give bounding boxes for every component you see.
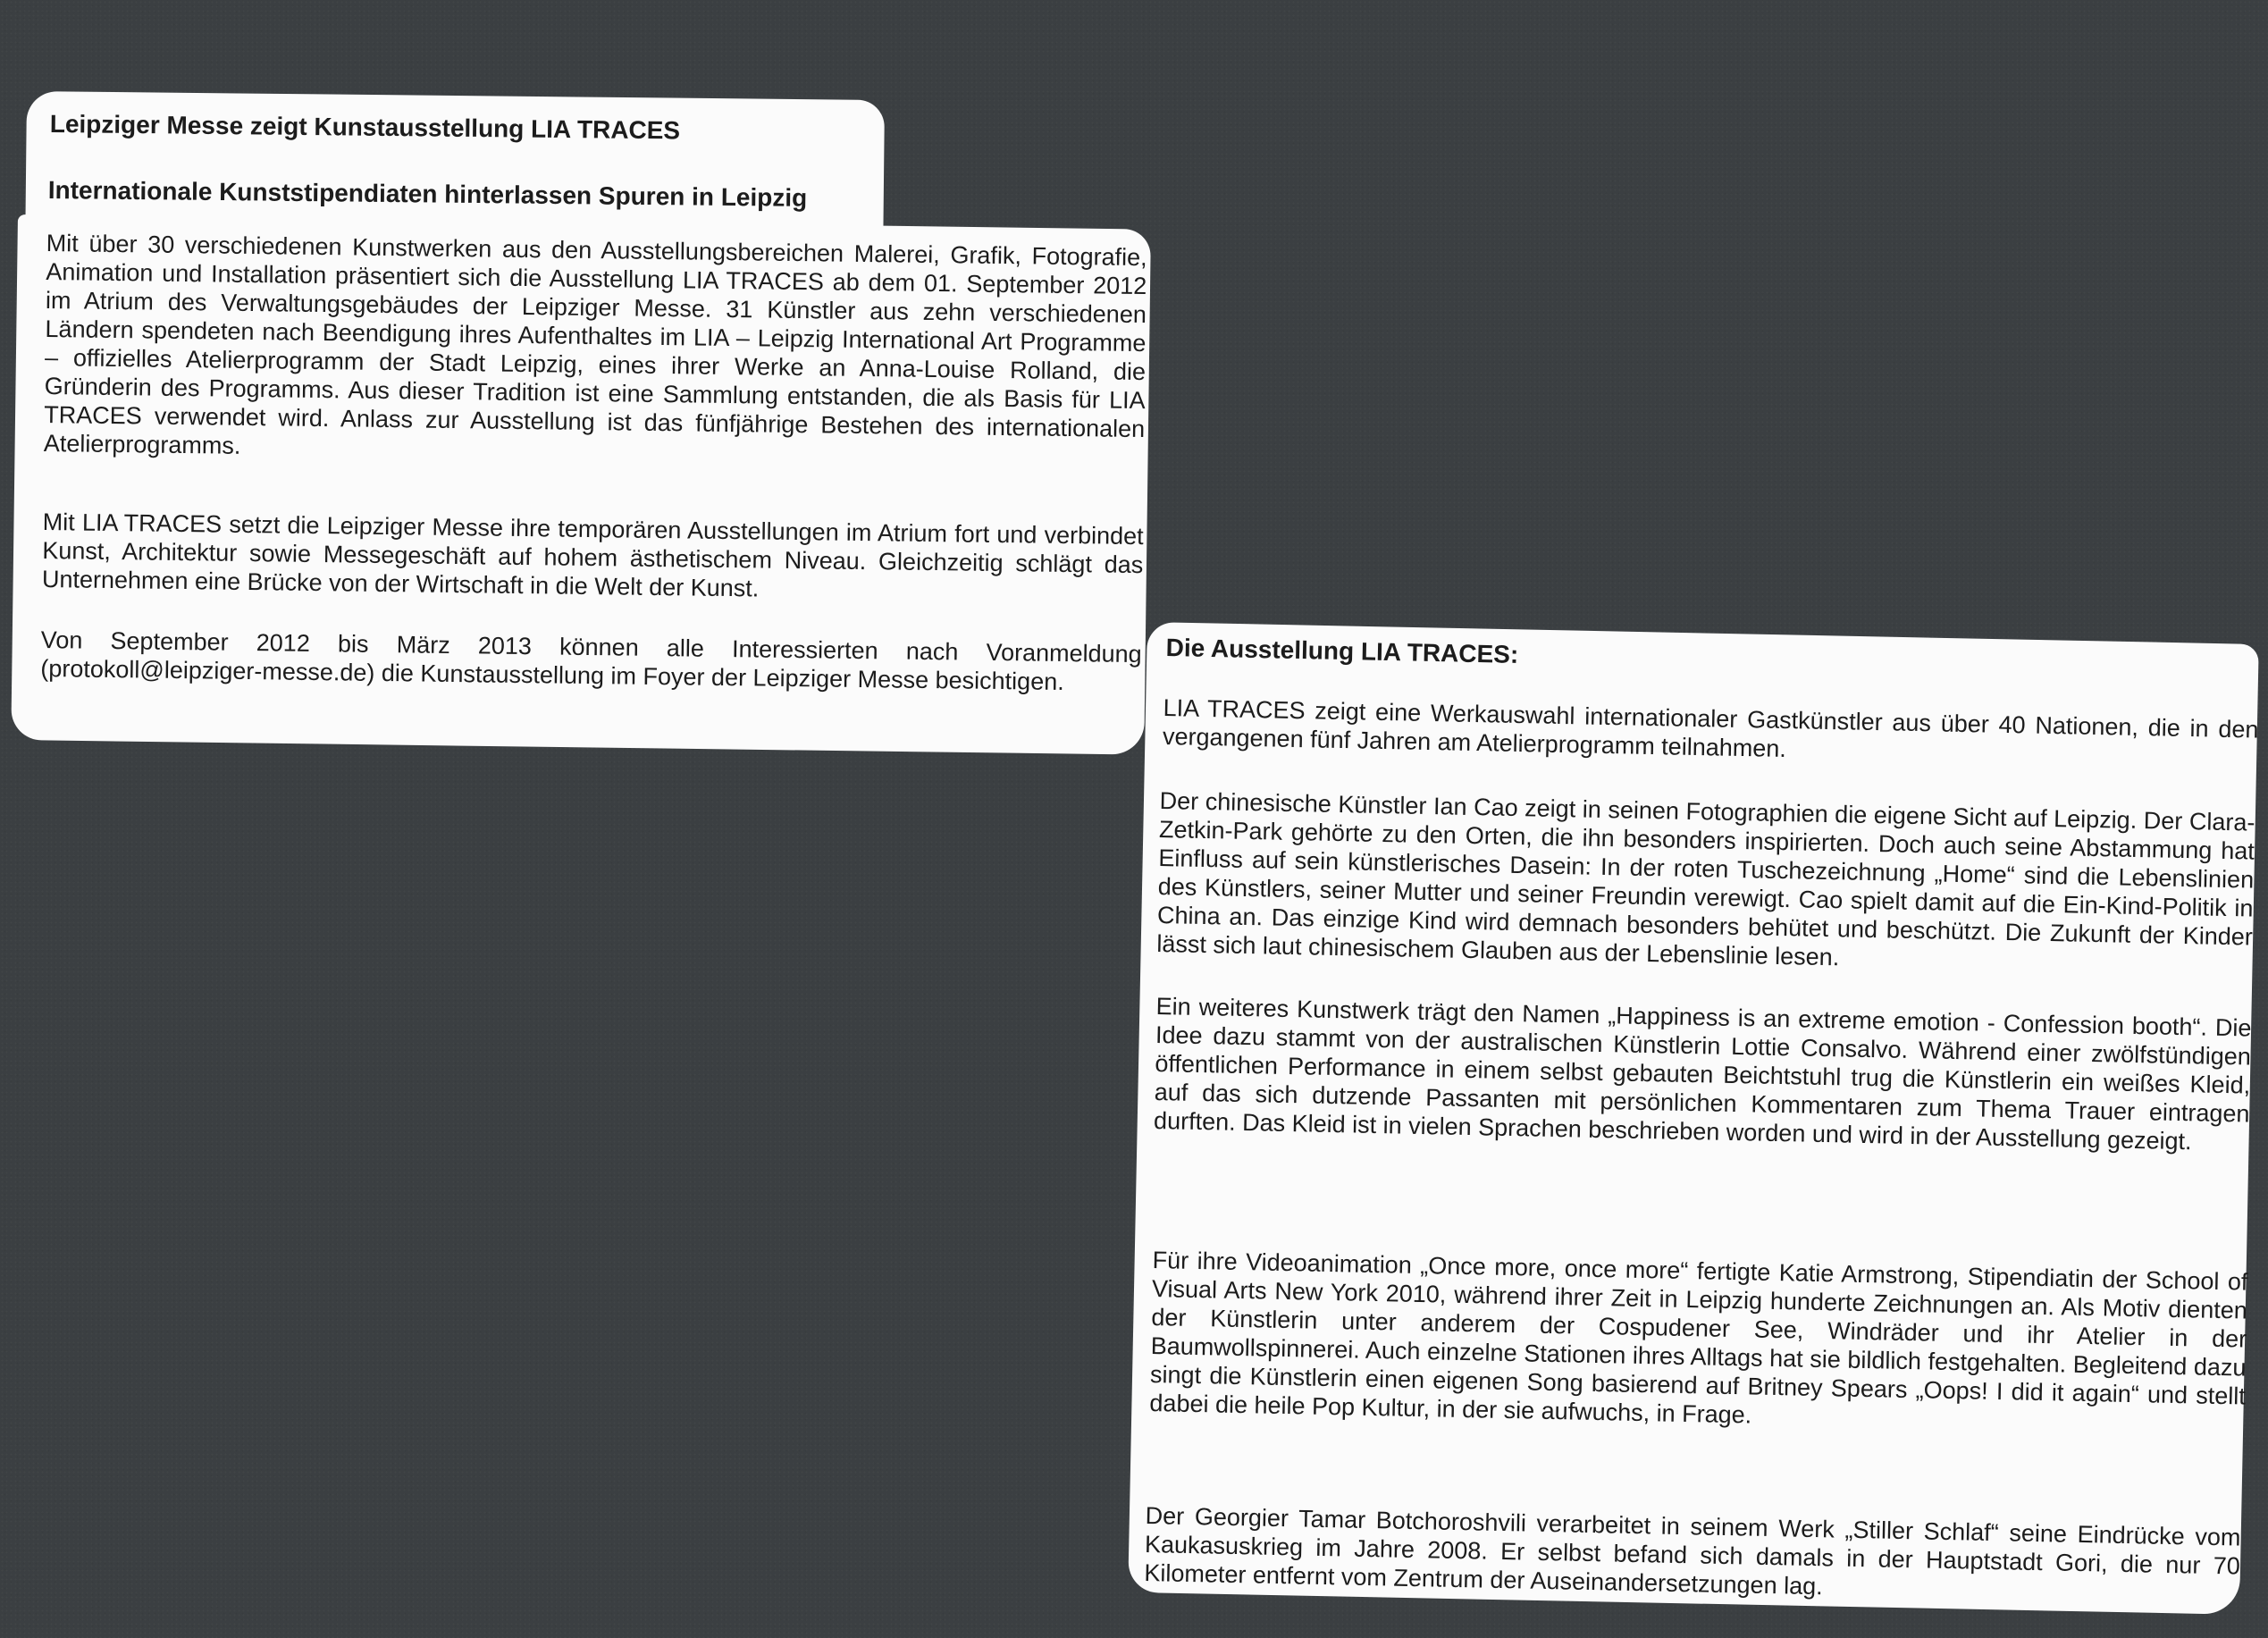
clipping-1-paragraph: Mit über 30 verschiedenen Kunstwerken aus den Ausstellungsbereichen Malerei, Grafik, Fotografie, Animation und Installation präsentiert sich die Ausstellung LIA TRACES ab dem 01. September 2012 im Atrium des Verwaltungsgebäudes der Leipziger Messe. 31 Künstler aus zehn verschiedenen Ländern spendeten nach Beendigung ihres Aufenthaltes im LIA – Leipzig International Art Programme – offizielles Atelierprogramm der Stadt Leipzig, eines ihrer Werke an Anna-Louise Rolland, die Gründerin des Programms. Aus dieser Tradition ist eine Sammlung entstanden, die als Basis für LIA TRACES verwendet wird. Anlass zur Ausstellung ist das fünfjährige Bestehen des internationalen Atelierprogramms. xyxy=(43,229,1147,459)
clipping-1-subtitle: Internationale Kunststipendiaten hinterlassen Spuren in Leipzig xyxy=(47,175,808,212)
clipping-2-paragraph: Für ihre Videoanimation „Once more, once more“ fertigte Katie Armstrong, Stipendiatin der School of Visual Arts New York 2010, während ihrer Zeit in Leipzig hunderte Zeichnungen an. Als Motiv dienten der Künstlerin unter anderem der Cospudener See, Windräder und ihr Atelier in der Baumwollspinnerei. Auch einzelne Stationen ihres Alltags hat sie bildlich festgehalten. Begleitend dazu singt die Künstlerin einen eigenen Song basierend auf Britney Spears „Oops! I did it again“ und stellt dabei die heile Pop Kultur, in der sie aufwuchs, in Frage. xyxy=(1149,1246,2248,1429)
clipping-1-paragraph: Von September 2012 bis März 2013 können alle Interessierten nach Voranmeldung (protokoll@leipziger-messe.de) die Kunstausstellung im Foyer der Leipziger Messe besichtigen. xyxy=(40,626,1142,695)
clipping-2-paragraph: Der chinesische Künstler Ian Cao zeigt in seinen Fotographien die eigene Sicht auf Leipzig. Der Clara-Zetkin-Park gehörte zu den Orten, die ihn besonders inspirierten. Doch auch seine Abstammung hat Einfluss auf sein künstlerisches Dasein: In der roten Tuschezeichnung „Home“ sind die Lebenslinien des Künstlers, seiner Mutter und seiner Freundin verewigt. Cao spielt damit auf die Ein-Kind-Politik in China an. Das einzige Kind wird demnach besonders behütet und beschützt. Die Zukunft der Kinder lässt sich laut chinesischem Glauben aus der Lebenslinie lesen. xyxy=(1156,786,2255,971)
clipping-1-title: Leipziger Messe zeigt Kunstausstellung LIA TRACES xyxy=(49,109,681,145)
clipping-2-paragraph: Ein weiteres Kunstwerk trägt den Namen „Happiness is an extreme emotion - Confession booth“. Die Idee dazu stammt von der australischen Künstlerin Lottie Consalvo. Während einer zwölfstündigen öffentlichen Performance in einem selbst gebauten Beichtstuhl trug die Künstlerin ein weißes Kleid, auf das sich dutzende Passanten mit persönlichen Kommentaren zum Thema Trauer eintragen durften. Das Kleid ist in vielen Sprachen beschrieben worden und wird in der Ausstellung gezeigt. xyxy=(1153,992,2252,1155)
clipping-2-paragraph: LIA TRACES zeigt eine Werkauswahl internationaler Gastkünstler aus über 40 Nationen, die in den vergangenen fünf Jahren am Atelierprogramm teilnahmen. xyxy=(1162,693,2259,762)
clipping-2-title: Die Ausstellung LIA TRACES: xyxy=(1165,633,1519,668)
clipping-2-paragraph: Der Georgier Tamar Botchoroshvili verarbeitet in seinem Werk „Stiller Schlaf“ seine Eindrücke vom Kaukasuskrieg im Jahre 2008. Er selbst befand sich damals in der Hauptstadt Gori, die nur 70 Kilometer entfernt vom Zentrum der Auseinandersetzungen lag. xyxy=(1144,1501,2241,1600)
clipping-1-paragraph: Mit LIA TRACES setzt die Leipziger Messe ihre temporären Ausstellungen im Atrium fort und verbindet Kunst, Architektur sowie Messegeschäft auf hohem ästhetischem Niveau. Gleichzeitig schlägt das Unternehmen eine Brücke von der Wirtschaft in die Welt der Kunst. xyxy=(41,508,1144,602)
